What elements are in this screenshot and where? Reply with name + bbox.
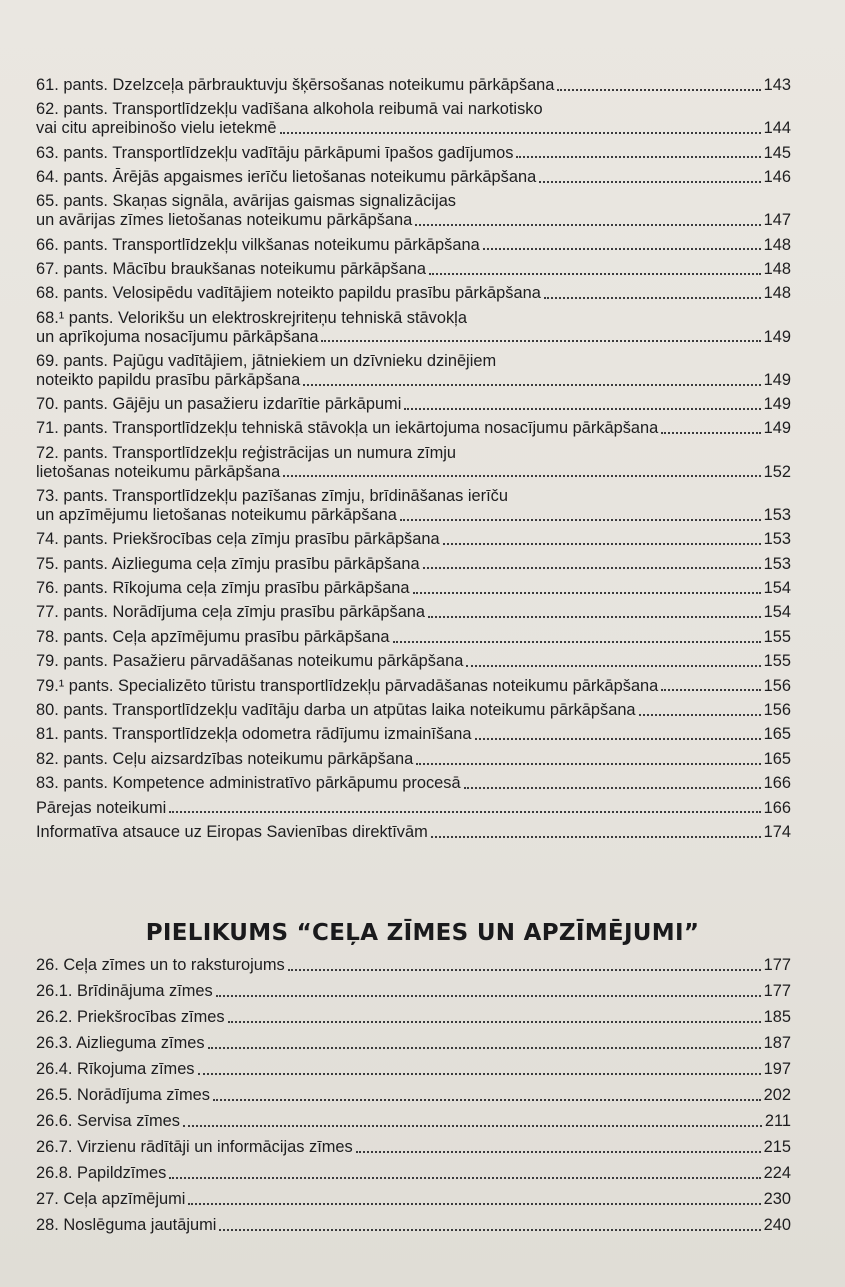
toc-entry <box>36 823 791 842</box>
dot-leader <box>413 592 761 594</box>
toc-entry-title <box>36 1190 791 1209</box>
page-number: 148 <box>763 284 791 303</box>
dot-leader <box>400 519 761 521</box>
toc-entry-title-line: 26. Ceļa zīmes un to raksturojums <box>36 956 285 974</box>
toc-entry <box>36 1112 791 1131</box>
page-number: 240 <box>763 1215 791 1234</box>
toc-entry <box>36 192 791 230</box>
toc-entry-title <box>36 144 791 163</box>
page-number: 215 <box>763 1137 791 1156</box>
toc-entry-title-line: 63. pants. Transportlīdzekļu vadītāju pārkāpumi īpašos gadījumos <box>36 143 514 162</box>
page-number: 166 <box>763 774 791 793</box>
dot-leader <box>475 738 761 740</box>
toc-entry <box>36 725 791 744</box>
dot-leader <box>415 224 760 226</box>
page-number: 149 <box>763 395 791 414</box>
toc-entry-title-line: 26.7. Virzienu rādītāji un informācijas zīmes <box>36 1137 353 1156</box>
dot-leader <box>216 995 761 997</box>
toc-entry-title-line: noteikto papildu prasību pārkāpšana <box>36 370 301 389</box>
toc-entry-title-line: Pārejas noteikumi <box>36 798 167 817</box>
dot-leader <box>431 836 761 838</box>
toc-entry-title-line: 64. pants. Ārējās apgaismes ierīču lietošanas noteikumu pārkāpšana <box>36 167 537 186</box>
toc-entry <box>36 1216 791 1235</box>
toc-entry <box>36 652 791 671</box>
toc-entry-title <box>36 799 791 818</box>
dot-leader <box>639 714 761 716</box>
toc-entry-title <box>36 168 791 187</box>
dot-leader <box>516 156 760 158</box>
page-number: 156 <box>763 700 791 719</box>
toc-entry-title-line: un aprīkojuma nosacījumu pārkāpšana <box>36 327 319 346</box>
toc-entry <box>36 530 791 549</box>
toc-entry <box>36 76 791 95</box>
page-number: 230 <box>763 1189 791 1208</box>
toc-entry-title <box>36 652 791 671</box>
toc-entry-title-line: 26.1. Brīdinājuma zīmes <box>36 981 213 1000</box>
toc-entry <box>36 100 791 138</box>
toc-entry-title-line: 70. pants. Gājēju un pasažieru izdarītie pārkāpumi <box>36 395 402 414</box>
page-number: 155 <box>763 652 791 671</box>
toc-entry <box>36 1008 791 1027</box>
toc-entry-title-line: 68. pants. Velosipēdu vadītājiem noteikto papildu prasību pārkāpšana <box>36 284 541 303</box>
dot-leader <box>429 273 761 275</box>
toc-entry <box>36 701 791 720</box>
toc-entry-title-line: 28. Noslēguma jautājumi <box>36 1215 217 1234</box>
dot-leader <box>219 1229 760 1231</box>
dot-leader <box>443 543 761 545</box>
dot-leader <box>661 689 760 691</box>
toc-entry-title-line: 69. pants. Pajūgu vadītājiem, jātniekiem un dzīvnieku dzinējiem <box>36 351 497 370</box>
toc-entry-title-line: 78. pants. Ceļa apzīmējumu prasību pārkāpšana <box>36 627 390 646</box>
toc-entry <box>36 309 791 347</box>
page-number: 153 <box>763 554 791 573</box>
toc-entry-title-line: 72. pants. Transportlīdzekļu reģistrācijas un numura zīmju <box>36 443 456 462</box>
dot-leader <box>280 132 761 134</box>
page-number: 211 <box>764 1111 791 1130</box>
toc-entry <box>36 1034 791 1053</box>
toc-entry-title <box>36 823 791 842</box>
toc-entry-title <box>36 1138 791 1157</box>
toc-entry-title <box>36 555 791 574</box>
dot-leader <box>169 811 760 813</box>
toc-entry-title-line: Informatīva atsauce uz Eiropas Savienības direktīvām <box>36 822 428 841</box>
toc-entry <box>36 260 791 279</box>
page-number: 224 <box>763 1163 791 1182</box>
page-number: 165 <box>763 749 791 768</box>
toc-entry-title-line: 67. pants. Mācību braukšanas noteikumu pārkāpšana <box>36 259 426 278</box>
toc-entry-title <box>36 487 791 525</box>
toc-entry-title-line: 26.4. Rīkojuma zīmes <box>36 1059 195 1078</box>
toc-entry <box>36 1164 791 1183</box>
toc-entry <box>36 352 791 390</box>
page-number: 153 <box>763 530 791 549</box>
toc-entry-title-line: 62. pants. Transportlīdzekļu vadīšana alkohola reibumā vai narkotisko <box>36 100 543 119</box>
toc-entry <box>36 444 791 482</box>
page-number: 185 <box>763 1007 791 1026</box>
dot-leader <box>208 1047 761 1049</box>
toc-entry-title <box>36 395 791 414</box>
page-number: 177 <box>763 956 791 974</box>
dot-leader <box>661 432 760 434</box>
page-number: 149 <box>763 419 791 438</box>
page-number: 146 <box>763 167 791 186</box>
dot-leader <box>483 248 761 250</box>
page-number: 145 <box>763 143 791 162</box>
toc-entry-title-line: 65. pants. Skaņas signāla, avārijas gaismas signalizācijas <box>36 192 457 211</box>
toc-entry-title-line: 26.2. Priekšrocības zīmes <box>36 1007 225 1026</box>
page-number: 149 <box>763 327 791 346</box>
toc-entry-title-line: 27. Ceļa apzīmējumi <box>36 1189 186 1208</box>
toc-entry-title <box>36 260 791 279</box>
page-number: 147 <box>763 211 791 230</box>
toc-entry-title <box>36 1112 791 1131</box>
toc-entry-title-line: 79. pants. Pasažieru pārvadāšanas noteikumu pārkāpšana <box>36 652 464 671</box>
toc-entry-title-line: 75. pants. Aizlieguma ceļa zīmju prasību pārkāpšana <box>36 554 420 573</box>
toc-entry-title-line: 74. pants. Priekšrocības ceļa zīmju prasību pārkāpšana <box>36 530 440 549</box>
toc-entry-title-line: 61. pants. Dzelzceļa pārbrauktuvju šķērsošanas noteikumu pārkāpšana <box>36 76 555 94</box>
toc-entry-title-line: 82. pants. Ceļu aizsardzības noteikumu pārkāpšana <box>36 749 414 768</box>
toc-entry-title <box>36 1216 791 1235</box>
toc-entry <box>36 236 791 255</box>
toc-entry-title <box>36 1034 791 1053</box>
page-number: 187 <box>763 1033 791 1052</box>
dot-leader <box>283 475 760 477</box>
toc-entry <box>36 603 791 622</box>
toc-entry <box>36 395 791 414</box>
toc-entry <box>36 774 791 793</box>
toc-entry-title <box>36 284 791 303</box>
toc-entry-title <box>36 100 791 138</box>
dot-leader <box>404 408 760 410</box>
toc-entry <box>36 419 791 438</box>
dot-leader <box>213 1099 761 1101</box>
toc-entry-title-line: 76. pants. Rīkojuma ceļa zīmju prasību pārkāpšana <box>36 579 410 598</box>
page-number: 202 <box>763 1085 791 1104</box>
toc-entry-title <box>36 352 791 390</box>
dot-leader <box>303 384 760 386</box>
page-number: 152 <box>763 462 791 481</box>
toc-entry-title <box>36 1008 791 1027</box>
dot-leader <box>544 297 761 299</box>
toc-entry-title-line: un avārijas zīmes lietošanas noteikumu pārkāpšana <box>36 211 413 230</box>
toc-entry <box>36 628 791 647</box>
dot-leader <box>423 567 761 569</box>
page-number: 165 <box>763 725 791 744</box>
toc-entry <box>36 579 791 598</box>
appendix-table-of-contents <box>36 956 791 1242</box>
toc-entry <box>36 284 791 303</box>
page-number: 197 <box>763 1059 791 1078</box>
toc-entry-title <box>36 774 791 793</box>
toc-entry <box>36 956 791 975</box>
dot-leader <box>321 340 760 342</box>
toc-entry <box>36 1060 791 1079</box>
toc-entry <box>36 168 791 187</box>
toc-entry-title-line: 68.¹ pants. Velorikšu un elektroskrejriteņu tehniskā stāvokļa <box>36 308 467 327</box>
toc-entry-title <box>36 1086 791 1105</box>
appendix-heading: PIELIKUMS “CEĻA ZĪMES UN APZĪMĒJUMI” <box>145 920 700 946</box>
dot-leader <box>183 1125 762 1127</box>
page-number: 156 <box>763 676 791 695</box>
toc-entry-title <box>36 309 791 347</box>
table-of-contents <box>36 76 791 847</box>
dot-leader <box>557 89 760 91</box>
toc-entry <box>36 1138 791 1157</box>
dot-leader <box>288 969 761 971</box>
dot-leader <box>356 1151 761 1153</box>
toc-entry-title <box>36 628 791 647</box>
dot-leader <box>428 616 761 618</box>
toc-entry-title-line: un apzīmējumu lietošanas noteikumu pārkāpšana <box>36 505 397 524</box>
toc-entry-title <box>36 982 791 1001</box>
toc-entry-title <box>36 192 791 230</box>
dot-leader <box>539 181 760 183</box>
dot-leader <box>393 641 761 643</box>
toc-entry-title-line: 77. pants. Norādījuma ceļa zīmju prasību pārkāpšana <box>36 603 426 622</box>
dot-leader <box>416 763 760 765</box>
page-number: 144 <box>763 119 791 138</box>
toc-entry-title <box>36 603 791 622</box>
toc-entry-title <box>36 725 791 744</box>
toc-entry-title-line: 26.6. Servisa zīmes <box>36 1111 180 1130</box>
toc-entry <box>36 677 791 696</box>
toc-entry-title <box>36 956 791 975</box>
toc-entry <box>36 144 791 163</box>
page-number: 143 <box>763 76 791 94</box>
page-number: 174 <box>763 822 791 841</box>
toc-entry <box>36 555 791 574</box>
toc-entry <box>36 1086 791 1105</box>
toc-entry-title <box>36 76 791 95</box>
toc-entry-title-line: 80. pants. Transportlīdzekļu vadītāju darba un atpūtas laika noteikumu pārkāpšana <box>36 700 636 719</box>
page-number: 177 <box>763 981 791 1000</box>
toc-entry-title <box>36 444 791 482</box>
toc-entry-title <box>36 750 791 769</box>
dot-leader <box>198 1073 761 1075</box>
toc-entry-title-line: 73. pants. Transportlīdzekļu pazīšanas zīmju, brīdināšanas ierīču <box>36 487 508 506</box>
page-number: 154 <box>763 603 791 622</box>
toc-entry-title-line: 83. pants. Kompetence administratīvo pārkāpumu procesā <box>36 774 461 793</box>
toc-entry-title <box>36 236 791 255</box>
toc-entry-title-line: vai citu apreibinošo vielu ietekmē <box>36 119 277 138</box>
toc-entry <box>36 799 791 818</box>
page-number: 154 <box>763 579 791 598</box>
toc-entry-title <box>36 677 791 696</box>
toc-entry-title <box>36 1164 791 1183</box>
toc-entry-title-line: 66. pants. Transportlīdzekļu vilkšanas noteikumu pārkāpšana <box>36 235 480 254</box>
page-number: 148 <box>763 259 791 278</box>
dot-leader <box>169 1177 760 1179</box>
page-number: 155 <box>763 627 791 646</box>
page-number: 148 <box>763 235 791 254</box>
toc-entry-title <box>36 530 791 549</box>
toc-entry-title <box>36 701 791 720</box>
dot-leader <box>188 1203 760 1205</box>
dot-leader <box>228 1021 761 1023</box>
page-number: 166 <box>763 798 791 817</box>
toc-entry-title-line: lietošanas noteikumu pārkāpšana <box>36 462 281 481</box>
page-number: 149 <box>763 370 791 389</box>
toc-entry-title-line: 71. pants. Transportlīdzekļu tehniskā stāvokļa un iekārtojuma nosacījumu pārkāpšana <box>36 419 659 438</box>
toc-entry <box>36 487 791 525</box>
page-number: 153 <box>763 505 791 524</box>
toc-entry-title-line: 79.¹ pants. Specializēto tūristu transportlīdzekļu pārvadāšanas noteikumu pārkāpšana <box>36 676 659 695</box>
toc-entry-title <box>36 579 791 598</box>
toc-entry-title <box>36 419 791 438</box>
toc-entry <box>36 982 791 1001</box>
dot-leader <box>466 665 760 667</box>
toc-entry <box>36 1190 791 1209</box>
toc-entry-title-line: 26.5. Norādījuma zīmes <box>36 1085 210 1104</box>
toc-entry-title-line: 26.3. Aizlieguma zīmes <box>36 1033 205 1052</box>
dot-leader <box>464 787 761 789</box>
toc-entry-title-line: 81. pants. Transportlīdzekļa odometra rādījumu izmainīšana <box>36 725 472 744</box>
toc-entry <box>36 750 791 769</box>
toc-entry-title-line: 26.8. Papildzīmes <box>36 1163 167 1182</box>
toc-entry-title <box>36 1060 791 1079</box>
